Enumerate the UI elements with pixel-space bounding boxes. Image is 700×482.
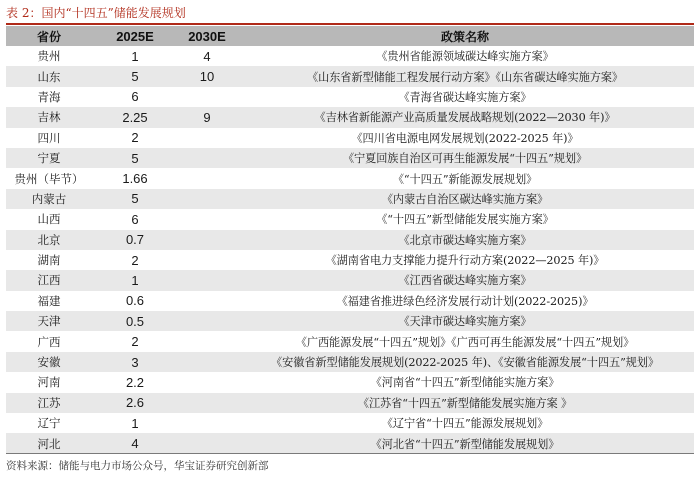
policy-name-cell: 《山东省新型储能工程发展行动方案》《山东省碳达峰实施方案》	[236, 66, 694, 86]
value-2030e-cell	[178, 352, 236, 372]
header-2030e: 2030E	[178, 26, 236, 46]
province-cell: 山西	[6, 209, 92, 229]
table-row	[6, 189, 694, 209]
table-row	[6, 311, 694, 331]
province-cell: 安徽	[6, 352, 92, 372]
policy-name-cell: 《河南省“十四五”新型储能实施方案》	[236, 372, 694, 392]
province-cell: 辽宁	[6, 413, 92, 433]
source-note: 资料来源：储能与电力市场公众号，华宝证券研究创新部	[6, 460, 269, 472]
table-row	[6, 433, 694, 453]
table-row	[6, 46, 694, 66]
table-row	[6, 230, 694, 250]
table-row	[6, 87, 694, 107]
table-row	[6, 107, 694, 127]
table-row	[6, 352, 694, 372]
policy-name-cell: 《天津市碳达峰实施方案》	[236, 311, 694, 331]
value-2030e-cell	[178, 189, 236, 209]
province-cell: 四川	[6, 128, 92, 148]
table-row	[6, 372, 694, 392]
value-2030e-cell	[178, 372, 236, 392]
value-2030e-cell: 9	[178, 107, 236, 127]
value-2025e-cell: 3	[92, 352, 178, 372]
table-bottom-rule	[6, 453, 694, 454]
policy-name-cell: 《宁夏回族自治区可再生能源发展“十四五”规划》	[236, 148, 694, 168]
value-2025e-cell: 1	[92, 46, 178, 66]
policy-name-cell: 《北京市碳达峰实施方案》	[236, 230, 694, 250]
province-cell: 青海	[6, 87, 92, 107]
policy-name-cell: 《内蒙古自治区碳达峰实施方案》	[236, 189, 694, 209]
province-cell: 贵州	[6, 46, 92, 66]
province-cell: 江苏	[6, 393, 92, 413]
table-row	[6, 128, 694, 148]
table-row	[6, 270, 694, 290]
table-row	[6, 250, 694, 270]
value-2030e-cell	[178, 291, 236, 311]
policy-name-cell: 《湖南省电力支撑能力提升行动方案(2022—2025 年)》	[236, 250, 694, 270]
value-2030e-cell: 4	[178, 46, 236, 66]
value-2030e-cell	[178, 433, 236, 453]
value-2025e-cell: 2	[92, 331, 178, 351]
header-2025e: 2025E	[92, 26, 178, 46]
value-2030e-cell	[178, 87, 236, 107]
province-cell: 河北	[6, 433, 92, 453]
table-row	[6, 209, 694, 229]
storage-plan-table	[6, 26, 694, 454]
value-2025e-cell: 2.2	[92, 372, 178, 392]
value-2025e-cell: 1	[92, 270, 178, 290]
value-2025e-cell: 2	[92, 250, 178, 270]
value-2030e-cell	[178, 230, 236, 250]
value-2025e-cell: 6	[92, 209, 178, 229]
value-2025e-cell: 2.6	[92, 393, 178, 413]
policy-name-cell: 《安徽省新型储能发展规划(2022-2025 年)、《安徽省能源发展“十四五”规划》	[236, 352, 694, 372]
province-cell: 湖南	[6, 250, 92, 270]
province-cell: 内蒙古	[6, 189, 92, 209]
header-policy: 政策名称	[236, 26, 694, 46]
policy-name-cell: 《江西省碳达峰实施方案》	[236, 270, 694, 290]
value-2030e-cell: 10	[178, 66, 236, 86]
value-2030e-cell	[178, 331, 236, 351]
policy-name-cell: 《辽宁省“十四五”能源发展规划》	[236, 413, 694, 433]
table-body	[6, 46, 694, 454]
province-cell: 山东	[6, 66, 92, 86]
table-row	[6, 331, 694, 351]
province-cell: 贵州（毕节）	[6, 168, 92, 188]
table-row	[6, 148, 694, 168]
table-header-row	[6, 26, 694, 46]
value-2030e-cell	[178, 250, 236, 270]
province-cell: 北京	[6, 230, 92, 250]
value-2030e-cell	[178, 270, 236, 290]
value-2025e-cell: 0.7	[92, 230, 178, 250]
value-2025e-cell: 1	[92, 413, 178, 433]
value-2030e-cell	[178, 413, 236, 433]
table-row	[6, 413, 694, 433]
policy-name-cell: 《吉林省新能源产业高质量发展战略规划(2022—2030 年)》	[236, 107, 694, 127]
policy-name-cell: 《江苏省“十四五”新型储能发展实施方案 》	[236, 393, 694, 413]
value-2030e-cell	[178, 209, 236, 229]
province-cell: 广西	[6, 331, 92, 351]
value-2025e-cell: 0.6	[92, 291, 178, 311]
province-cell: 宁夏	[6, 148, 92, 168]
value-2030e-cell	[178, 128, 236, 148]
caption-rule	[6, 23, 694, 25]
policy-name-cell: 《青海省碳达峰实施方案》	[236, 87, 694, 107]
table-row	[6, 168, 694, 188]
value-2025e-cell: 4	[92, 433, 178, 453]
table-row	[6, 291, 694, 311]
province-cell: 天津	[6, 311, 92, 331]
value-2025e-cell: 5	[92, 189, 178, 209]
province-cell: 吉林	[6, 107, 92, 127]
header-province: 省份	[6, 26, 92, 46]
policy-name-cell: 《“十四五”新能源发展规划》	[236, 168, 694, 188]
policy-name-cell: 《河北省“十四五”新型储能发展规划》	[236, 433, 694, 453]
policy-name-cell: 《“十四五”新型储能发展实施方案》	[236, 209, 694, 229]
value-2025e-cell: 6	[92, 87, 178, 107]
province-cell: 河南	[6, 372, 92, 392]
value-2030e-cell	[178, 168, 236, 188]
value-2030e-cell	[178, 311, 236, 331]
value-2025e-cell: 5	[92, 66, 178, 86]
province-cell: 福建	[6, 291, 92, 311]
value-2025e-cell: 0.5	[92, 311, 178, 331]
value-2025e-cell: 1.66	[92, 168, 178, 188]
value-2025e-cell: 5	[92, 148, 178, 168]
province-cell: 江西	[6, 270, 92, 290]
policy-name-cell: 《福建省推进绿色经济发展行动计划(2022-2025)》	[236, 291, 694, 311]
value-2030e-cell	[178, 148, 236, 168]
policy-name-cell: 《贵州省能源领域碳达峰实施方案》	[236, 46, 694, 66]
value-2030e-cell	[178, 393, 236, 413]
table-row	[6, 66, 694, 86]
table-caption: 表 2：国内“十四五”储能发展规划	[6, 6, 186, 20]
policy-name-cell: 《广西能源发展“十四五”规划》《广西可再生能源发展“十四五”规划》	[236, 331, 694, 351]
policy-name-cell: 《四川省电源电网发展规划(2022-2025 年)》	[236, 128, 694, 148]
value-2025e-cell: 2	[92, 128, 178, 148]
table-row	[6, 393, 694, 413]
value-2025e-cell: 2.25	[92, 107, 178, 127]
